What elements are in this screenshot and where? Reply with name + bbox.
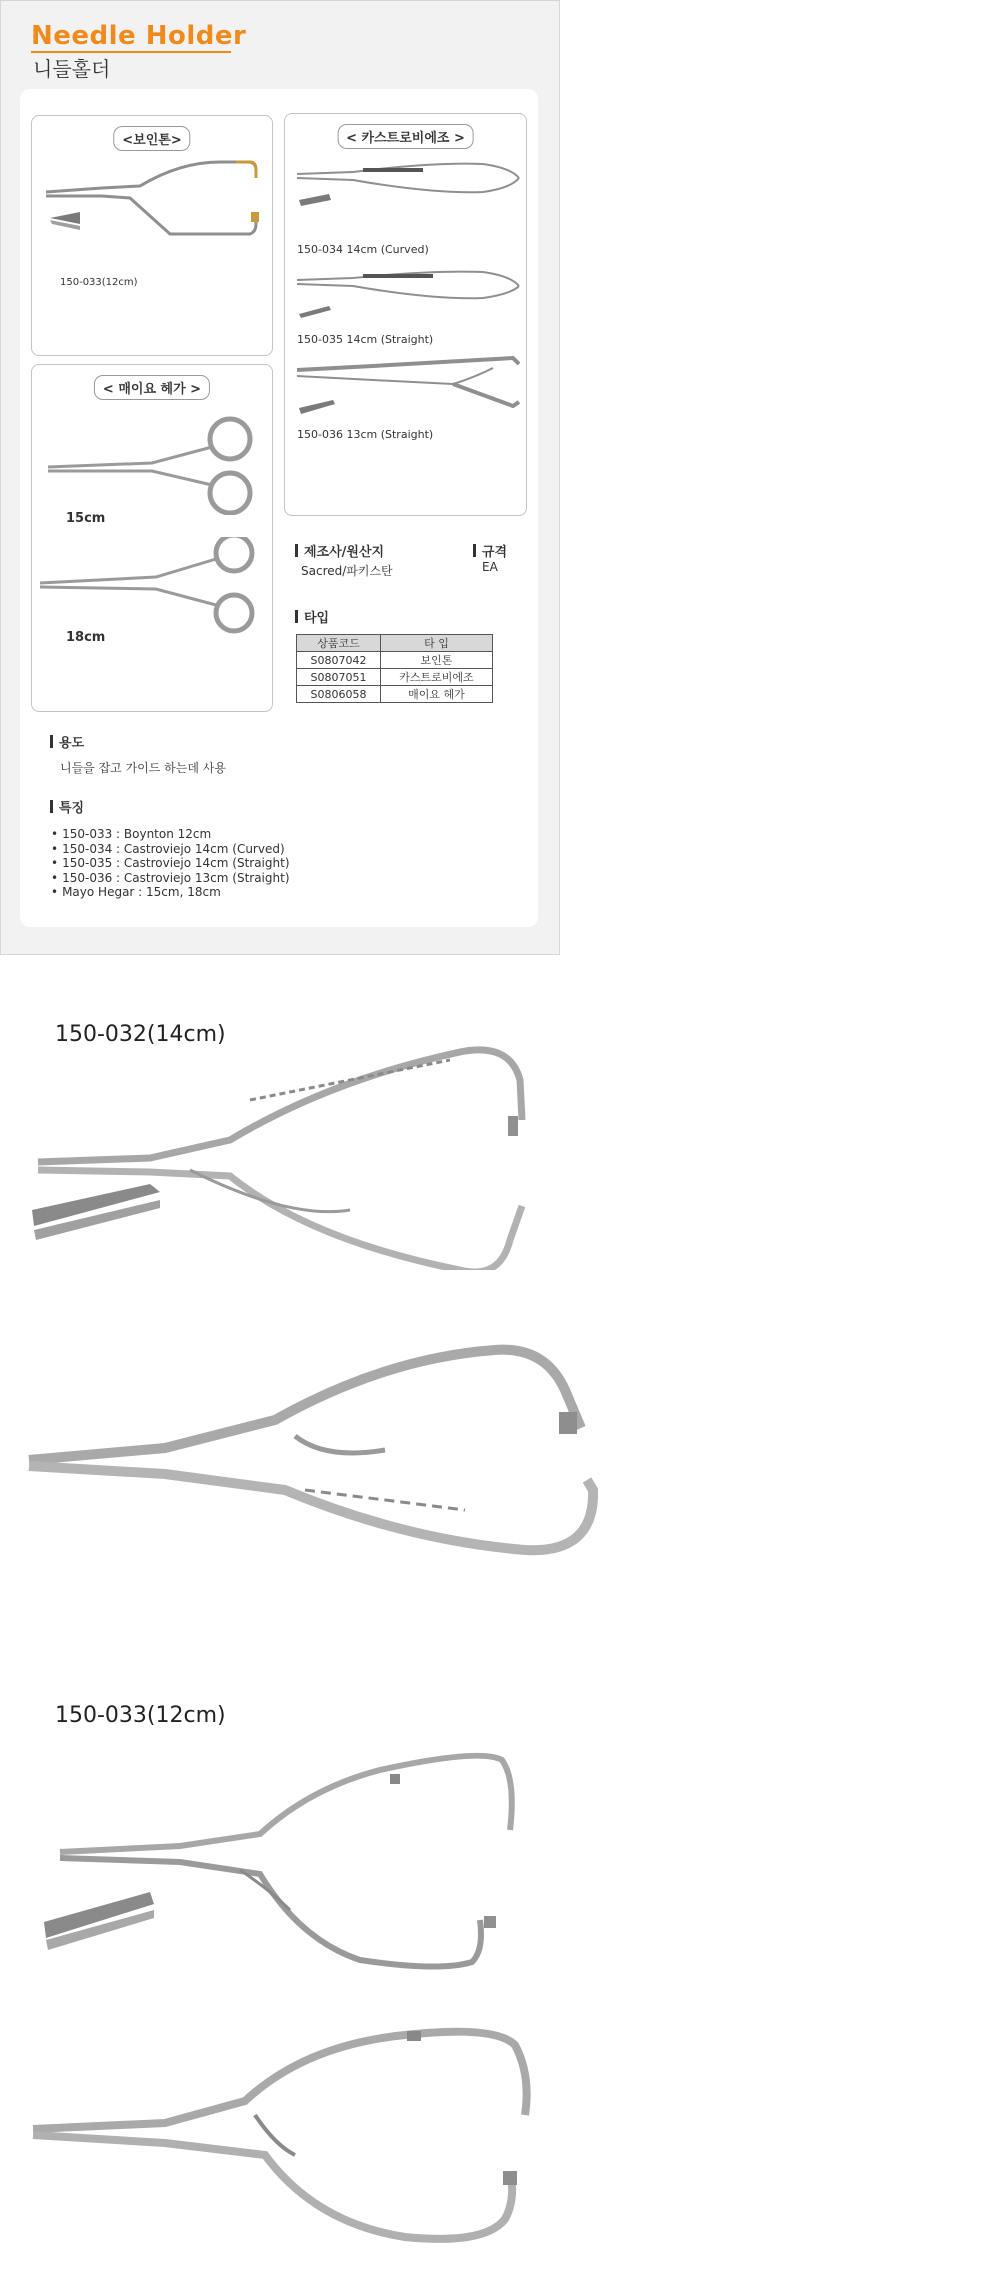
table-row [297,669,493,686]
list-item: • 150-035 : Castroviejo 14cm (Straight) [51,856,290,871]
castroviejo-curved-caption: 150-034 14cm (Curved) [297,243,429,256]
mayo-hegar-title: < 매이요 헤가 > [94,375,210,400]
mayo-hegar-18cm-image [36,537,270,637]
castroviejo-title: < 카스트로비에조 > [337,124,474,149]
needle-holder-14cm-side-photo [25,1340,615,1570]
castroviejo-box [284,113,527,516]
table-cell: 매이요 헤가 [381,686,493,703]
spec-heading: 규격 [473,541,507,560]
usage-text: 니들을 잡고 가이드 하는데 사용 [60,761,226,775]
catalog-content [20,89,538,927]
boynton-instrument-image [40,156,268,261]
boynton-title: <보인톤> [113,126,190,151]
catalog-panel [0,0,560,955]
mayo-hegar-15cm-label: 15cm [66,511,106,526]
maker-value: Sacred/파키스탄 [301,564,393,578]
needle-holder-14cm-photo [30,1040,550,1270]
spec-value: EA [482,560,498,574]
list-item: • 150-036 : Castroviejo 13cm (Straight) [51,871,290,886]
list-item: • Mayo Hegar : 15cm, 18cm [51,885,290,900]
table-header-type: 타 입 [381,635,493,652]
castroviejo-straight-14-caption: 150-035 14cm (Straight) [297,333,434,346]
heading-bar-icon [295,544,298,557]
mayo-hegar-box [31,364,273,712]
maker-heading: 제조사/원산지 [295,541,384,560]
table-row [297,686,493,703]
table-cell: S0806058 [297,686,381,703]
type-heading: 타입 [295,607,329,626]
needle-holder-12cm-side-photo [25,2005,545,2255]
castroviejo-straight-14-image [293,264,521,324]
heading-bar-icon [295,610,298,623]
usage-heading: 용도 [50,732,84,751]
product-model-label: 150-032(14cm) [55,1022,226,1047]
table-header-row [297,635,493,652]
product-model-label: 150-033(12cm) [55,1703,226,1728]
page-title: Needle Holder [31,21,247,51]
mayo-hegar-18cm-label: 18cm [66,630,106,645]
features-heading: 특징 [50,797,84,816]
castroviejo-straight-13-image [293,354,521,429]
table-cell: 카스트로비에조 [381,669,493,686]
table-row [297,652,493,669]
list-item: • 150-034 : Castroviejo 14cm (Curved) [51,842,290,857]
boynton-box [31,115,273,356]
boynton-caption: 150-033(12cm) [60,277,138,288]
list-item: • 150-033 : Boynton 12cm [51,827,290,842]
features-list [51,827,290,900]
table-cell: 보인톤 [381,652,493,669]
heading-bar-icon [50,735,53,748]
castroviejo-straight-13-caption: 150-036 13cm (Straight) [297,428,434,441]
mayo-hegar-15cm-image [42,415,270,515]
page-subtitle: 니들홀더 [33,57,111,81]
table-cell: S0807051 [297,669,381,686]
type-table [296,634,493,703]
needle-holder-12cm-photo [40,1740,520,1980]
heading-bar-icon [50,800,53,813]
table-cell: S0807042 [297,652,381,669]
castroviejo-curved-image [293,154,521,219]
table-header-code: 상품코드 [297,635,381,652]
heading-bar-icon [473,544,476,557]
